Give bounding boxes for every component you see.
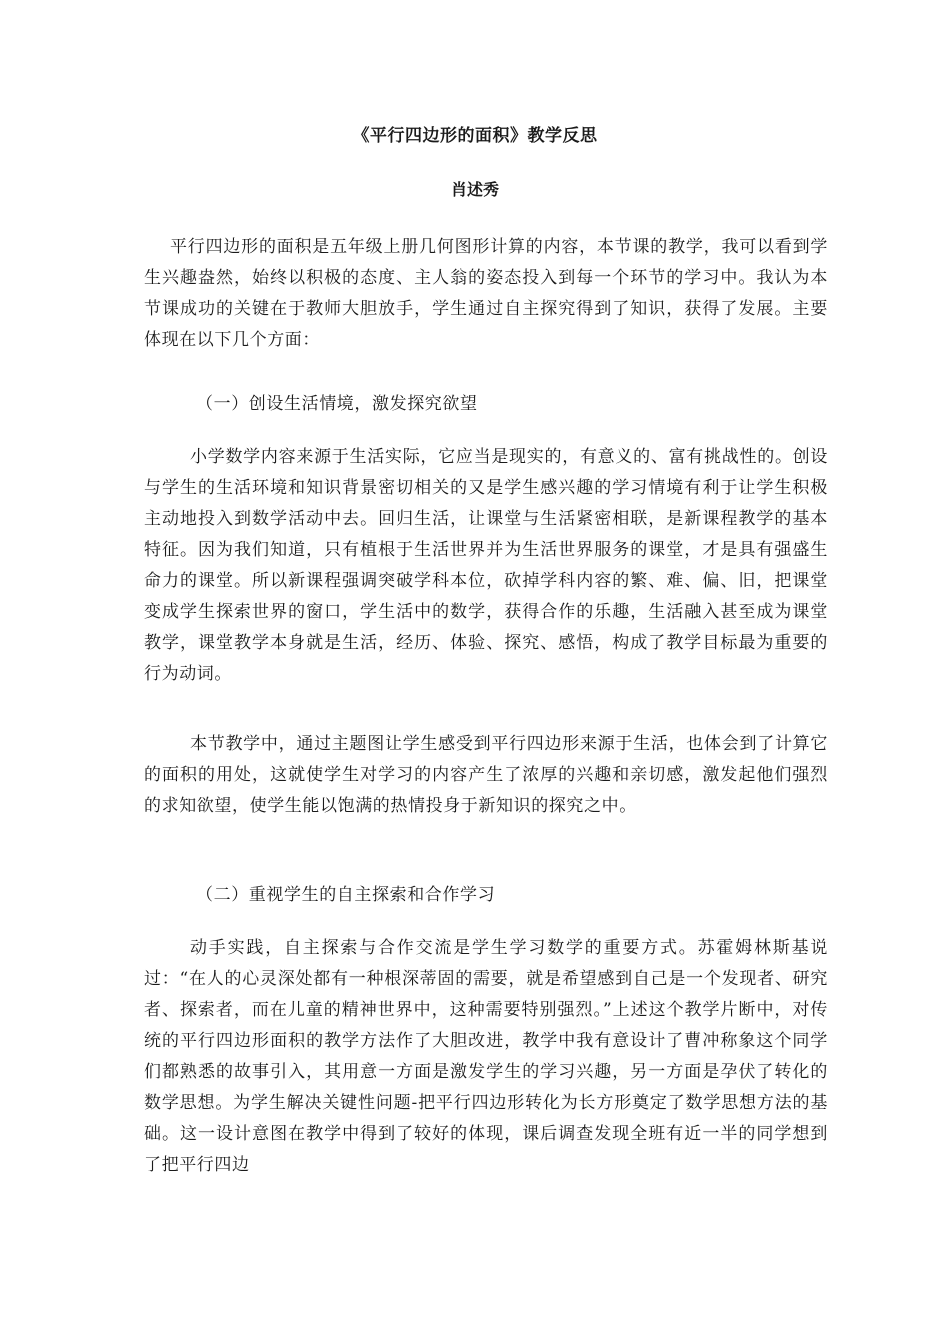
section-1-paragraph-1: 小学数学内容来源于生活实际，它应当是现实的，有意义的、富有挑战性的。创设与学生的生活环境和知识背景密切相关的又是学生感兴趣的学习情境有利于让学生积极主动地投入到数学活动中去。回归生活，让课堂与生活紧密相联，是新课程教学的基本特征。因为我们知道，只有植根于生活世界并为生活世界服务的课堂，才是具有强盛生命力的课堂。所以新课程强调突破学科本位，砍掉学科内容的繁、难、偏、旧，把课堂变成学生探索世界的窗口，学生活中的数学，获得合作的乐趣，生活融入甚至成为课堂教学，课堂教学本身就是生活，经历、体验、探究、感悟，构成了教学目标最为重要的行为动词。: [144, 447, 828, 684]
section-1-heading: （一）创设生活情境，激发探究欲望: [196, 394, 478, 414]
document-title: 《平行四边形的面积》教学反思: [352, 126, 598, 146]
section-1-paragraph-2: 本节教学中，通过主题图让学生感受到平行四边形来源于生活，也体会到了计算它的面积的用处，这就使学生对学习的内容产生了浓厚的兴趣和亲切感，激发起他们强烈的求知欲望，使学生能以饱满的热情投身于新知识的探究之中。: [144, 734, 828, 816]
document-author: 肖述秀: [450, 180, 499, 199]
intro-paragraph: 平行四边形的面积是五年级上册几何图形计算的内容，本节课的教学，我可以看到学生兴趣盎然，始终以积极的态度、主人翁的姿态投入到每一个环节的学习中。我认为本节课成功的关键在于教师大胆放手，学生通过自主探究得到了知识，获得了发展。主要体现在以下几个方面：: [144, 237, 828, 350]
section-2-heading: （二）重视学生的自主探索和合作学习: [196, 885, 496, 905]
section-2-paragraph-1: 动手实践，自主探索与合作交流是学生学习数学的重要方式。苏霍姆林斯基说过：“在人的心灵深处都有一种根深蒂固的需要，就是希望感到自己是一个发现者、研究者、探索者，而在儿童的精神世界中，这种需要特别强烈。”上述这个教学片断中，对传统的平行四边形面积的教学方法作了大胆改进，教学中我有意设计了曹冲称象这个同学们都熟悉的故事引入，其用意一方面是激发学生的学习兴趣，另一方面是孕伏了转化的数学思想。为学生解决关键性问题-把平行四边形转化为长方形奠定了数学思想方法的基础。这一设计意图在教学中得到了较好的体现，课后调查发现全班有近一半的同学想到了把平行四边: [144, 938, 828, 1175]
